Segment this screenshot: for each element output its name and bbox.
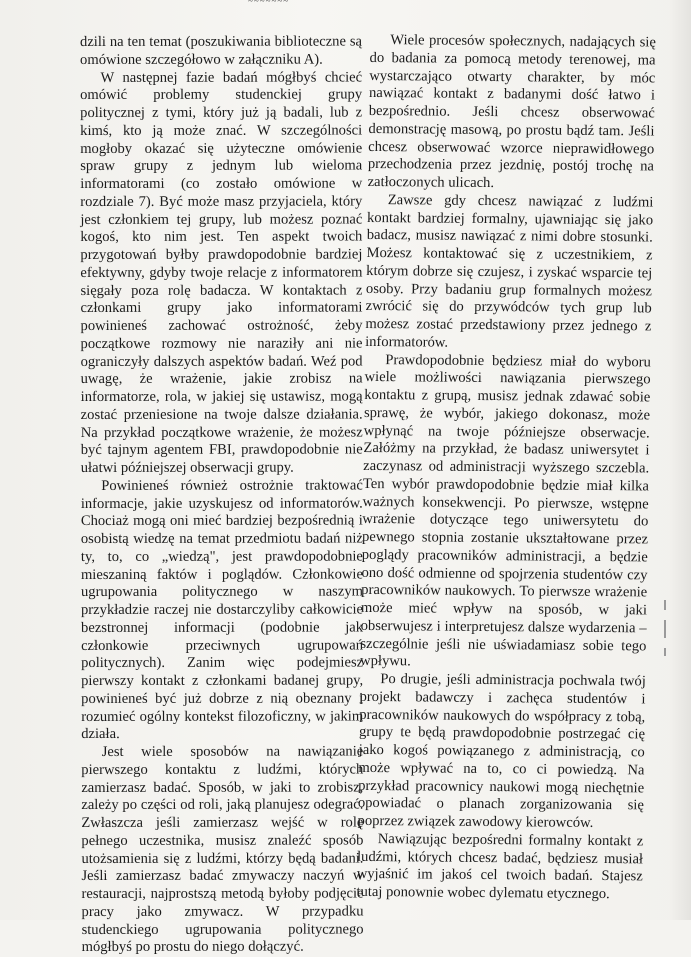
running-header: ~~~~~~~ [248, 0, 290, 6]
paragraph: W następnej fazie badań mógłbyś chcieć omówić problemy studenckiej grupy politycznej z tymi, który już ją badali, lub z kimś, kto ją może znać. W szczególności mogłoby okazać się użyteczne omówienie spraw grupy z jednym lub wieloma informatorami (co zostało omówione w rozdziale 7). Być może masz przyjaciela, który jest członkiem tej grupy, lub możesz poznać kogoś, kto nim jest. Ten aspekt twoich przygotowań byłby prawdopodobnie bardziej efektywny, gdyby twoje relacje z informatorem sięgały poza rolę badacza. W kontaktach z członkami grupy jako informatorami powinieneś zachować ostrożność, żeby początkowe rozmowy nie naraziły ani nie ograniczyły dalszych aspektów badań. Weź pod uwagę, że wrażenie, jakie zrobisz na informatorze, rola, w jakiej się ustawisz, mogą zostać przeniesione na twoje dalsze działania. Na przykład początkowe wrażenie, że możesz być tajnym agentem FBI, prawdopodobnie nie ułatwi późniejszej obserwacji grupy. [80, 69, 363, 476]
paragraph: Jest wiele sposobów na nawiązanie pierwszego kontaktu z ludźmi, których zamierzasz badać. Sposób, w jaki to zrobisz, zależy po części od roli, jaką planujesz odegrać. Zwłaszcza jeśli zamierzasz wejść w rolę pełnego uczestnika, musisz znaleźć sposób utożsamienia się z ludźmi, którzy będą badani. Jeśli zamierzasz badać zmywaczy naczyń w restauracji, najprostszą metodą byłoby podjęcie pracy jako zmywacz. W przypadku studenckiego ugrupowania politycznego mógłbyś po prostu do niego dołączyć. [81, 743, 364, 956]
right-column [356, 32, 656, 904]
left-column [80, 34, 364, 957]
paragraph: Nawiązując bezpośredni formalny kontakt z ludźmi, których chcesz badać, będziesz musiał wyjaśnić im jakoś cel twoich badań. Stajesz tutaj ponownie wobec dylematu etycznego. [356, 830, 644, 903]
paragraph: Prawdopodobnie będziesz miał do wyboru wiele możliwości nawiązania pierwszego kontaktu z grupą, musisz jednak zdawać sobie sprawę, że wybór, jakiego dokonasz, może wpłynąć na twoje późniejsze obserwacje. Załóżmy na przykład, że badasz uniwersytet i zaczynasz od administracji wyższego szczebla. Ten wybór prawdopodobnie będzie miał kilka ważnych konsekwencji. Po pierwsze, wstępne wrażenie dotyczące tego uniwersytetu do pewnego stopnia zostanie ukształtowane przez poglądy pracowników administracji, a będzie ono dość odmienne od spojrzenia studentów czy pracowników naukowych. To pierwsze wrażenie może mieć wpływ na sposób, w jaki obserwujesz i interpretujesz dalsze wydarzenia – szczególnie jeśli nie uświadamiasz sobie tego wpływu. [359, 351, 651, 670]
paragraph: dzili na ten temat (poszukiwania biblioteczne są omówione szczegółowo w załączniku A). [80, 33, 363, 68]
paragraph: Po drugie, jeśli administracja pochwala twój projekt badawczy i zachęca studentów i pracowników naukowych do współpracy z tobą, grupy te będą prawdopodobnie postrzegać cię jako kogoś powiązanego z administracją, co może wpływać na to, co ci powiedzą. Na przykład pracownicy naukowi mogą niechętnie opowiadać o planach zorganizowania się poprzez związek zawodowy kierowców. [357, 671, 646, 831]
paragraph: Wiele procesów społecznych, nadających się do badania za pomocą metody terenowej, ma wystarczająco otwarty charakter, by móc nawiązać kontakt z badanymi dość łatwo i bezpośrednio. Jeśli chcesz obserwować demonstrację masową, po prostu bądź tam. Jeśli chcesz obserwować wzorce nieprawidłowego przechodzenia przez jezdnię, postój trochę na zatłoczonych ulicach. [367, 32, 656, 192]
page-edge-shadow [669, 0, 691, 920]
paragraph: Zawsze gdy chcesz nawiązać z ludźmi kontakt bardziej formalny, ujawniając się jako badacz, musisz nawiązać z nimi dobre stosunki. Możesz kontaktować się z uczestnikiem, z którym dobrze się czujesz, i zyskać wsparcie tej osoby. Przy badaniu grup formalnych możesz zwrócić się do przywódców tych grup lub możesz zostać przedstawiony przez jednego z informatorów. [365, 191, 654, 351]
scan-edge-marks [664, 600, 667, 660]
paragraph: Powinieneś również ostrożnie traktować informacje, jakie uzyskujesz od informatorów. Chociaż mogą oni mieć bardziej bezpośrednią i osobistą wiedzę na temat przedmiotu badań niż ty, to, co „wiedzą", jest prawdopodobnie mieszaniną faktów i poglądów. Członkowie ugrupowania politycznego w naszym przykładzie raczej nie dostarczyliby całkowicie bezstronnej informacji (podobnie jak członkowie przeciwnych ugrupowań politycznych). Zanim więc podejmiesz pierwszy kontakt z członkami badanej grupy, powinieneś być już dobrze z nią obeznany i rozumieć ogólny kontekst filozoficzny, w jakim działa. [80, 477, 364, 743]
